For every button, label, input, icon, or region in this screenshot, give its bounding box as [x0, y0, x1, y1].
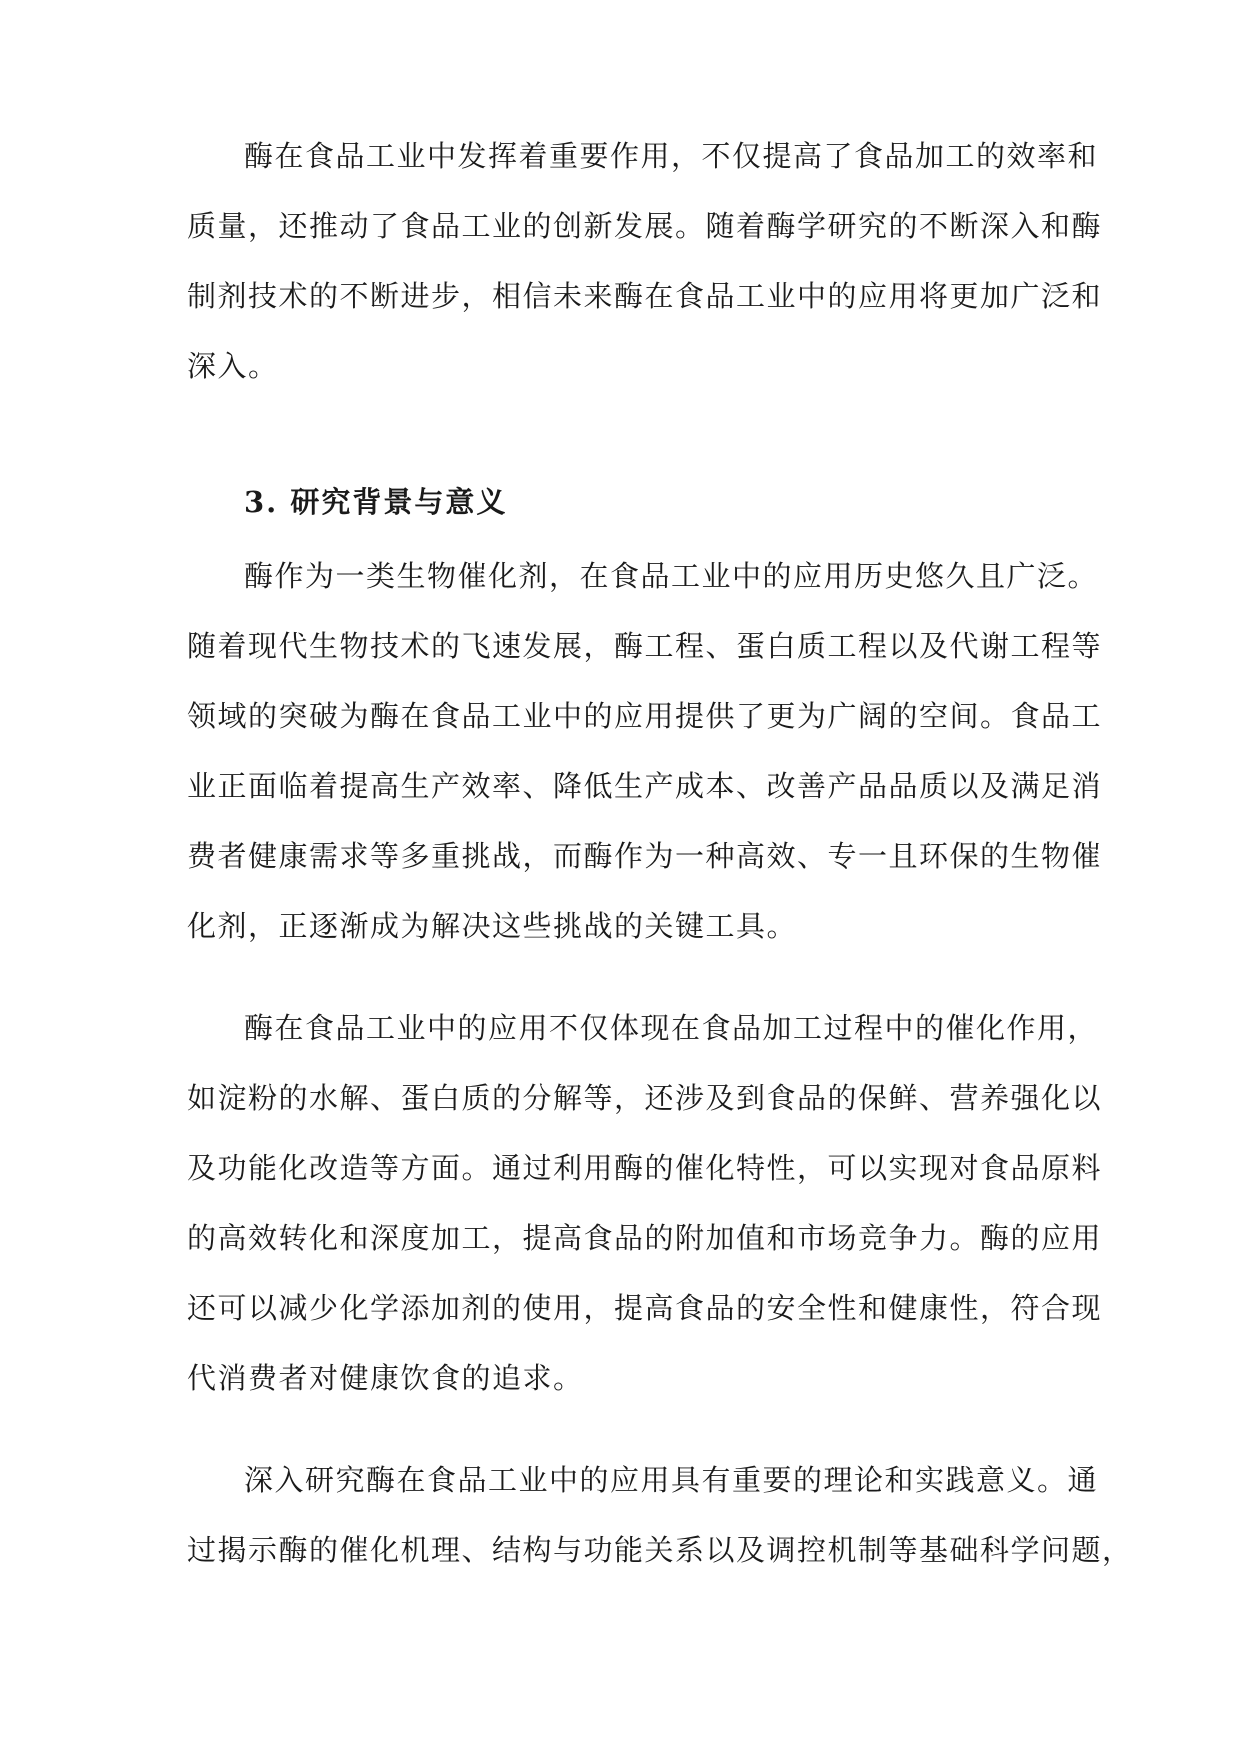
paragraph-2-line-6: 化剂，正逐渐成为解决这些挑战的关键工具。 — [187, 909, 798, 943]
paragraph-1-line-3: 制剂技术的不断进步，相信未来酶在食品工业中的应用将更加广泛和 — [187, 279, 1103, 313]
paragraph-2-line-1: 酶作为一类生物催化剂，在食品工业中的应用历史悠久且广泛。 — [244, 559, 1099, 593]
paragraph-3-line-3: 及功能化改造等方面。通过利用酶的催化特性，可以实现对食品原料 — [187, 1151, 1103, 1185]
paragraph-3-line-4: 的高效转化和深度加工，提高食品的附加值和市场竞争力。酶的应用 — [187, 1221, 1103, 1255]
paragraph-2-line-2: 随着现代生物技术的飞速发展，酶工程、蛋白质工程以及代谢工程等 — [187, 629, 1103, 663]
paragraph-2-line-5: 费者健康需求等多重挑战，而酶作为一种高效、专一且环保的生物催 — [187, 839, 1103, 873]
section-heading: 3. 研究背景与意义 — [244, 485, 508, 519]
paragraph-2-line-3: 领域的突破为酶在食品工业中的应用提供了更为广阔的空间。食品工 — [187, 699, 1103, 733]
paragraph-4-line-2: 过揭示酶的催化机理、结构与功能关系以及调控机制等基础科学问题， — [187, 1533, 1133, 1567]
paragraph-3-line-1: 酶在食品工业中的应用不仅体现在食品加工过程中的催化作用， — [244, 1011, 1099, 1045]
paragraph-2-line-4: 业正面临着提高生产效率、降低生产成本、改善产品品质以及满足消 — [187, 769, 1103, 803]
paragraph-1-line-1: 酶在食品工业中发挥着重要作用，不仅提高了食品加工的效率和 — [244, 139, 1099, 173]
paragraph-3-line-2: 如淀粉的水解、蛋白质的分解等，还涉及到食品的保鲜、营养强化以 — [187, 1081, 1103, 1115]
paragraph-1-line-2: 质量，还推动了食品工业的创新发展。随着酶学研究的不断深入和酶 — [187, 209, 1103, 243]
paragraph-1-line-4: 深入。 — [187, 349, 279, 383]
paragraph-3-line-6: 代消费者对健康饮食的追求。 — [187, 1361, 584, 1395]
paragraph-4-line-1: 深入研究酶在食品工业中的应用具有重要的理论和实践意义。通 — [244, 1463, 1099, 1497]
paragraph-3-line-5: 还可以减少化学添加剂的使用，提高食品的安全性和健康性，符合现 — [187, 1291, 1103, 1325]
